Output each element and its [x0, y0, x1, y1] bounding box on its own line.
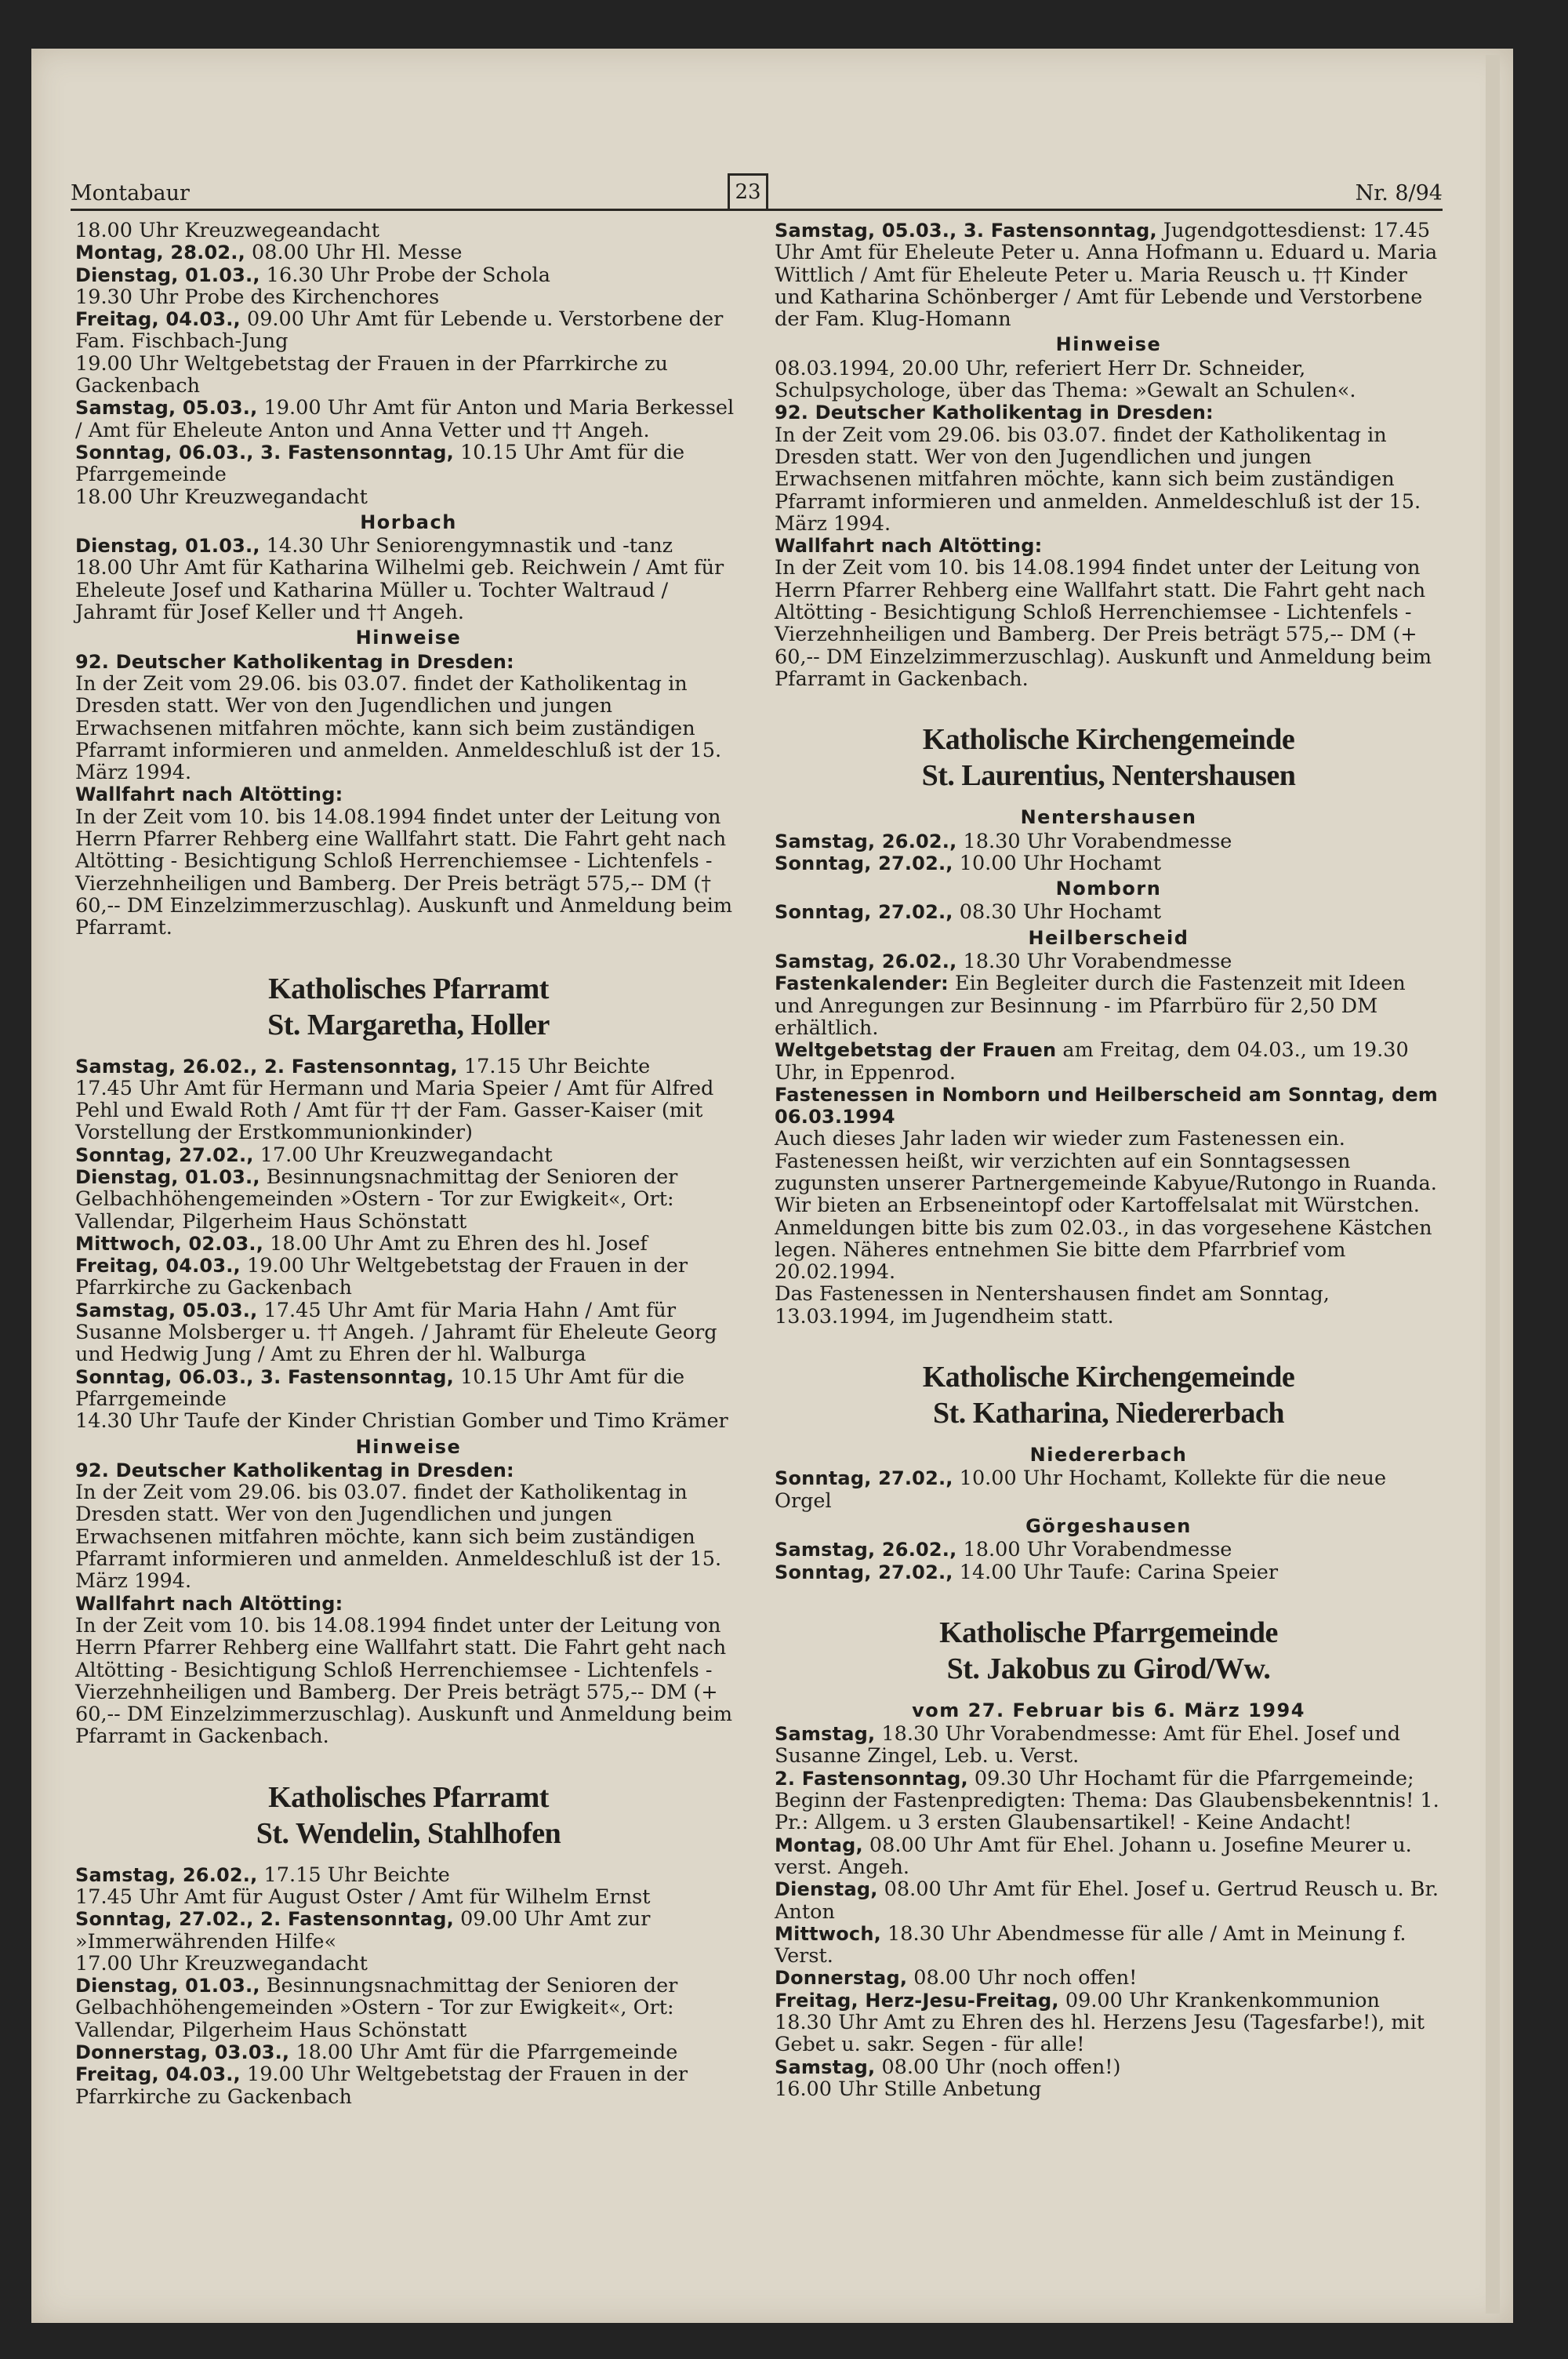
- entry-text: 18.00 Uhr Kreuzwegeandacht: [75, 219, 379, 242]
- subheading: Horbach: [360, 511, 457, 533]
- schedule-entry: [75, 1864, 742, 1886]
- entry-text: 10.00 Uhr Hochamt: [953, 851, 1161, 875]
- schedule-entry: [75, 1056, 742, 1078]
- entry-text: 08.00 Uhr Amt für Ehel. Josef u. Gertrud Reusch u. Br. Anton: [775, 1877, 1439, 1924]
- schedule-entry: [775, 557, 1443, 690]
- entry-date: 92. Deutscher Katholikentag in Dresden:: [75, 1459, 514, 1481]
- schedule-entry: [775, 901, 1443, 923]
- left-column: [75, 220, 742, 2108]
- schedule-entry: [775, 831, 1443, 852]
- entry-text: 19.00 Uhr Weltgebetstag der Frauen in der Pfarrkirche zu Gackenbach: [75, 351, 668, 398]
- schedule-entry: [75, 1593, 742, 1615]
- entry-date: Wallfahrt nach Altötting:: [775, 535, 1043, 558]
- entry-text: 18.00 Uhr Kreuzwegandacht: [75, 485, 368, 509]
- schedule-entry: [75, 1078, 742, 1144]
- entry-text: 08.30 Uhr Hochamt: [953, 900, 1161, 925]
- entry-text: 08.00 Uhr noch offen!: [907, 1966, 1138, 1990]
- schedule-entry: [775, 424, 1443, 535]
- schedule-entry: [775, 1834, 1443, 1879]
- entry-date: Samstag,: [775, 2055, 876, 2078]
- section-heading-line: Katholische Kirchengemeinde: [922, 1361, 1295, 1394]
- entry-date: Sonntag, 27.02.,: [775, 1561, 953, 1583]
- entry-text: 17.15 Uhr Beichte: [457, 1054, 651, 1078]
- entry-date: Sonntag, 27.02.,: [775, 1467, 953, 1490]
- entry-text: am Freitag, dem 04.03., um 19.30 Uhr, in Eppenrod.: [775, 1038, 1409, 1085]
- entry-date: Freitag, 04.03.,: [75, 308, 241, 331]
- subheading: Heilberscheid: [1028, 926, 1189, 949]
- entry-text: 14.00 Uhr Taufe: Carina Speier: [953, 1560, 1279, 1584]
- entry-text: 08.00 Uhr Amt für Ehel. Johann u. Josefine Meurer u. verst. Angeh.: [775, 1833, 1412, 1879]
- schedule-entry: [75, 1299, 742, 1366]
- entry-text: 09.00 Uhr Amt zur »Immerwährenden Hilfe«: [75, 1907, 651, 1954]
- schedule-entry: [75, 1975, 742, 2041]
- entry-text: 18.00 Uhr Amt zu Ehren des hl. Josef: [263, 1231, 648, 1256]
- schedule-entry: [775, 402, 1443, 423]
- entry-text: Besinnungsnachmittag der Senioren der Gelbachhöhengemeinden »Ostern - Tor zur Ewigkeit«, Ort: Vallendar, Pilgerheim Haus Schönstatt: [75, 1165, 678, 1234]
- schedule-entry: [775, 1923, 1443, 1968]
- entry-date: Wallfahrt nach Altötting:: [75, 1592, 343, 1615]
- entry-date: Freitag, Herz-Jesu-Freitag,: [775, 1989, 1059, 2012]
- entry-date: Samstag, 26.02.,: [775, 1539, 957, 1561]
- page-edge: [1486, 55, 1500, 2314]
- subheading: Hinweise: [355, 1435, 462, 1458]
- entry-date: 2. Fastensonntag,: [775, 1767, 968, 1790]
- schedule-entry: [75, 1481, 742, 1592]
- section-heading: [75, 1779, 742, 1852]
- schedule-entry: [775, 1467, 1443, 1512]
- schedule-entry: [75, 397, 742, 442]
- entry-text: Auch dieses Jahr laden wir wieder zum Fastenessen ein. Fastenessen heißt, wir verzichten auf ein Sonntagsessen zugunsten unserer Partnergemeinde Kabyue/Rutongo in Ruanda. Wir bieten an Erbseneintopf oder Kartoffelsalat mit Würstchen. Anmeldungen bitte bis zum 02.03., in das vorgesehene Kästchen legen. Näheres entnehmen Sie bitte dem Pfarrbrief vom 20.02.1994.: [775, 1127, 1437, 1285]
- entry-date: Mittwoch, 02.03.,: [75, 1232, 264, 1255]
- schedule-entry: [775, 220, 1443, 330]
- right-column: [775, 220, 1443, 2100]
- entry-date: Samstag, 05.03., 3. Fastensonntag,: [775, 220, 1157, 242]
- entry-date: Sonntag, 06.03., 3. Fastensonntag,: [75, 1365, 454, 1388]
- schedule-entry: [775, 1539, 1443, 1561]
- entry-date: 92. Deutscher Katholikentag in Dresden:: [775, 402, 1214, 424]
- entry-date: Samstag, 26.02.,: [775, 830, 957, 852]
- entry-text: 18.30 Uhr Abendmesse für alle / Amt in Meinung f. Verst.: [775, 1921, 1406, 1968]
- entry-text: 17.00 Uhr Kreuzwegandacht: [75, 1951, 368, 1976]
- entry-date: Samstag, 05.03.,: [75, 397, 258, 420]
- schedule-entry: [75, 1366, 742, 1411]
- section-heading-line: Katholische Kirchengemeinde: [922, 723, 1295, 757]
- schedule-entry: [775, 1128, 1443, 1283]
- entry-date: Dienstag, 01.03.,: [75, 535, 260, 558]
- subheading: Görgeshausen: [1025, 1514, 1192, 1537]
- entry-date: Samstag, 26.02.,: [75, 1863, 258, 1886]
- schedule-entry: [75, 486, 742, 508]
- schedule-entry: [75, 557, 742, 623]
- section-heading: [775, 722, 1443, 794]
- entry-text: In der Zeit vom 10. bis 14.08.1994 findet unter der Leitung von Herrn Pfarrer Rehberg eine Wallfahrt statt. Die Fahrt geht nach Altötting - Besichtigung Schloß Herrenchiemsee - Lichtenfels - Vierzehnheiligen und Bamberg. Der Preis beträgt 575,-- DM (+ 60,-- DM Einzelzimmerzuschlag). Auskunft und Anmeldung beim Pfarramt in Gackenbach.: [775, 556, 1432, 691]
- schedule-entry: [75, 806, 742, 940]
- schedule-entry: [75, 651, 742, 673]
- entry-date: Sonntag, 06.03., 3. Fastensonntag,: [75, 441, 454, 463]
- schedule-entry: [75, 264, 742, 286]
- subheading: Nomborn: [1055, 878, 1162, 900]
- header-town: Montabaur: [71, 181, 190, 205]
- section-heading-line: Katholisches Pfarramt: [268, 1780, 549, 1814]
- entry-text: 19.00 Uhr Amt für Anton und Maria Berkessel / Amt für Eheleute Anton und Anna Vetter und †† Angeh.: [75, 396, 735, 442]
- entry-text: 09.00 Uhr Krankenkommunion: [1058, 1988, 1380, 2012]
- schedule-entry: [775, 1084, 1443, 1129]
- schedule-entry: [75, 353, 742, 398]
- section-heading-line: Katholisches Pfarramt: [268, 972, 549, 1005]
- entry-date: 92. Deutscher Katholikentag in Dresden:: [75, 650, 514, 673]
- schedule-entry: [75, 1953, 742, 1975]
- entry-text: Jugendgottesdienst: 17.45 Uhr Amt für Eheleute Peter u. Anna Hofmann u. Eduard u. Maria Wittlich / Amt für Eheleute Peter u. Maria Reusch u. †† Kinder und Katharina Schönberger / Amt für Lebende und Verstorbene der Fam. Klug-Homann: [775, 219, 1438, 332]
- schedule-entry: [775, 1990, 1443, 2012]
- entry-date: Donnerstag, 03.03.,: [75, 2041, 290, 2064]
- entry-text: 08.03.1994, 20.00 Uhr, referiert Herr Dr. Schneider, Schulpsychologe, über das Thema: »Gewalt an Schulen«.: [775, 356, 1356, 403]
- schedule-entry: [775, 2056, 1443, 2078]
- entry-date: Dienstag, 01.03.,: [75, 1165, 260, 1188]
- schedule-entry: [75, 1255, 742, 1299]
- schedule-entry: [75, 242, 742, 264]
- entry-date: Fastenkalender:: [775, 972, 949, 995]
- entry-text: 19.30 Uhr Probe des Kirchenchores: [75, 285, 440, 309]
- section-heading-line: St. Wendelin, Stahlhofen: [256, 1816, 561, 1850]
- schedule-entry: [775, 2078, 1443, 2100]
- entry-text: 14.30 Uhr Seniorengymnastik und -tanz: [260, 534, 673, 558]
- section-heading: [775, 1615, 1443, 1687]
- entry-text: 17.00 Uhr Kreuzwegandacht: [253, 1143, 553, 1167]
- entry-text: 17.45 Uhr Amt für August Oster / Amt für Wilhelm Ernst: [75, 1885, 651, 1909]
- entry-text: In der Zeit vom 29.06. bis 03.07. findet der Katholikentag in Dresden statt. Wer von den Jugendlichen und jungen Erwachsenen mitfahren möchte, kann sich beim zuständigen Pfarramt informieren und anmelden. Anmeldeschluß ist der 15. März 1994.: [775, 423, 1421, 536]
- entry-date: Samstag,: [775, 1723, 876, 1746]
- entry-text: 09.00 Uhr Amt für Lebende u. Verstorbene der Fam. Fischbach-Jung: [75, 307, 724, 354]
- page-number: 23: [728, 173, 768, 211]
- schedule-entry: [75, 2041, 742, 2063]
- entry-date: Sonntag, 27.02.,: [775, 901, 953, 924]
- entry-date: Montag, 28.02.,: [75, 242, 245, 264]
- entry-date: Dienstag,: [775, 1878, 878, 1901]
- schedule-entry: [75, 308, 742, 353]
- entry-text: 19.00 Uhr Weltgebetstag der Frauen in der Pfarrkirche zu Gackenbach: [75, 2063, 688, 2109]
- entry-text: 19.00 Uhr Weltgebetstag der Frauen in der Pfarrkirche zu Gackenbach: [75, 1254, 688, 1300]
- schedule-entry: [775, 1723, 1443, 1768]
- entry-text: 14.30 Uhr Taufe der Kinder Christian Gomber und Timo Krämer: [75, 1409, 728, 1434]
- page-header: [71, 174, 1443, 211]
- entry-date: Freitag, 04.03.,: [75, 2063, 241, 2086]
- entry-text: In der Zeit vom 29.06. bis 03.07. findet der Katholikentag in Dresden statt. Wer von den Jugendlichen und jungen Erwachsenen mitfahren möchte, kann sich beim zuständigen Pfarramt informieren und anmelden. Anmeldeschluß ist der 15. März 1994.: [75, 1481, 722, 1594]
- entry-text: 17.45 Uhr Amt für Hermann und Maria Speier / Amt für Alfred Pehl und Ewald Roth / Amt für †† der Fam. Gasser-Kaiser (mit Vorstellung der Erstkommunionkinder): [75, 1076, 714, 1145]
- schedule-entry: [775, 972, 1443, 1039]
- schedule-entry: [775, 1768, 1443, 1834]
- subheading: Hinweise: [1055, 333, 1162, 356]
- entry-date: Samstag, 26.02.,: [775, 951, 957, 973]
- entry-text: 16.00 Uhr Stille Anbetung: [775, 2077, 1042, 2101]
- subheading: vom 27. Februar bis 6. März 1994: [912, 1699, 1305, 1721]
- schedule-entry: [775, 1283, 1443, 1328]
- schedule-entry: [75, 673, 742, 783]
- section-heading-line: Katholische Pfarrgemeinde: [939, 1616, 1278, 1649]
- entry-date: Fastenessen in Nomborn und Heilberscheid am Sonntag, dem 06.03.1994: [775, 1083, 1439, 1129]
- entry-text: Besinnungsnachmittag der Senioren der Gelbachhöhengemeinden »Ostern - Tor zur Ewigkeit«, Ort: Vallendar, Pilgerheim Haus Schönstatt: [75, 1974, 678, 2042]
- schedule-entry: [75, 1908, 742, 1953]
- schedule-entry: [775, 951, 1443, 972]
- entry-text: 18.00 Uhr Amt für die Pfarrgemeinde: [289, 2041, 678, 2065]
- issue-number: Nr. 8/94: [1355, 181, 1443, 205]
- entry-date: Sonntag, 27.02., 2. Fastensonntag,: [75, 1908, 454, 1931]
- entry-text: Ein Begleiter durch die Fastenzeit mit Ideen und Anregungen zur Besinnung - im Pfarrbüro für 2,50 DM erhältlich.: [775, 972, 1406, 1040]
- entry-text: 09.30 Uhr Hochamt für die Pfarrgemeinde; Beginn der Fastenpredigten: Thema: Das Glaubensbekenntnis! 1. Pr.: Allgem. u 3 ersten Glaubensartikel! - Keine Andacht!: [775, 1766, 1439, 1835]
- entry-text: 18.30 Uhr Amt zu Ehren des hl. Herzens Jesu (Tagesfarbe!), mit Gebet u. sakr. Segen - für alle!: [775, 2011, 1425, 2057]
- entry-text: 17.45 Uhr Amt für Maria Hahn / Amt für Susanne Molsberger u. †† Angeh. / Jahramt für Eheleute Georg und Hedwig Jung / Amt zu Ehren der hl. Walburga: [75, 1298, 717, 1367]
- entry-text: 18.00 Uhr Vorabendmesse: [956, 1538, 1232, 1562]
- entry-date: Dienstag, 01.03.,: [75, 264, 260, 286]
- entry-date: Montag,: [775, 1834, 863, 1856]
- entry-text: 18.30 Uhr Vorabendmesse: [956, 829, 1232, 853]
- section-heading: [775, 1359, 1443, 1431]
- schedule-entry: [75, 442, 742, 486]
- entry-text: 18.30 Uhr Vorabendmesse: Amt für Ehel. Josef und Susanne Zingel, Leb. u. Verst.: [775, 1722, 1401, 1768]
- entry-text: 17.15 Uhr Beichte: [257, 1863, 450, 1887]
- entry-text: In der Zeit vom 10. bis 14.08.1994 findet unter der Leitung von Herrn Pfarrer Rehberg eine Wallfahrt statt. Die Fahrt geht nach Altötting - Besichtigung Schloß Herrenchiemsee - Lichtenfels - Vierzehnheiligen und Bamberg. Der Preis beträgt 575,-- DM (+ 60,-- DM Einzelzimmerzuschlag). Auskunft und Anmeldung beim Pfarramt in Gackenbach.: [75, 1613, 733, 1749]
- entry-text: Das Fastenessen in Nentershausen findet am Sonntag, 13.03.1994, im Jugendheim statt.: [775, 1282, 1330, 1329]
- entry-date: Dienstag, 01.03.,: [75, 1975, 260, 1997]
- entry-text: 08.00 Uhr (noch offen!): [875, 2055, 1121, 2079]
- schedule-entry: [75, 1615, 742, 1748]
- schedule-entry: [775, 2012, 1443, 2056]
- entry-text: 10.15 Uhr Amt für die Pfarrgemeinde: [75, 440, 685, 487]
- schedule-entry: [775, 852, 1443, 874]
- entry-date: Samstag, 05.03.,: [75, 1299, 258, 1321]
- entry-date: Mittwoch,: [775, 1922, 881, 1945]
- schedule-entry: [75, 1166, 742, 1233]
- entry-text: 18.30 Uhr Vorabendmesse: [956, 950, 1232, 974]
- schedule-entry: [775, 1967, 1443, 1989]
- entry-text: 10.00 Uhr Hochamt, Kollekte für die neue Orgel: [775, 1467, 1387, 1513]
- entry-text: In der Zeit vom 29.06. bis 03.07. findet der Katholikentag in Dresden statt. Wer von den Jugendlichen und jungen Erwachsenen mitfahren möchte, kann sich beim zuständigen Pfarramt informieren und anmelden. Anmeldeschluß ist der 15. März 1994.: [75, 671, 722, 785]
- schedule-entry: [775, 1561, 1443, 1583]
- section-heading-line: St. Jakobus zu Girod/Ww.: [946, 1652, 1271, 1685]
- schedule-entry: [75, 1459, 742, 1481]
- entry-date: Sonntag, 27.02.,: [75, 1143, 254, 1166]
- entry-text: 10.15 Uhr Amt für die Pfarrgemeinde: [75, 1365, 685, 1411]
- schedule-entry: [75, 286, 742, 308]
- entry-date: Freitag, 04.03.,: [75, 1255, 241, 1278]
- schedule-entry: [775, 535, 1443, 557]
- section-heading-line: St. Katharina, Niedererbach: [932, 1397, 1285, 1430]
- subheading: Nentershausen: [1020, 806, 1197, 829]
- schedule-entry: [75, 535, 742, 557]
- schedule-entry: [75, 1886, 742, 1908]
- schedule-entry: [75, 220, 742, 242]
- entry-text: 18.00 Uhr Amt für Katharina Wilhelmi geb. Reichwein / Amt für Eheleute Josef und Katharina Müller u. Tochter Waltraud / Jahramt für Josef Keller und †† Angeh.: [75, 556, 724, 625]
- subheading: Hinweise: [355, 627, 462, 649]
- section-heading-line: St. Laurentius, Nentershausen: [921, 759, 1296, 793]
- entry-date: Donnerstag,: [775, 1967, 908, 1990]
- schedule-entry: [75, 2063, 742, 2108]
- section-heading: [75, 971, 742, 1043]
- schedule-entry: [75, 1233, 742, 1255]
- entry-date: Wallfahrt nach Altötting:: [75, 783, 343, 806]
- entry-date: Samstag, 26.02., 2. Fastensonntag,: [75, 1055, 458, 1078]
- entry-text: 08.00 Uhr Hl. Messe: [245, 241, 463, 265]
- entry-text: 16.30 Uhr Probe der Schola: [260, 263, 550, 287]
- schedule-entry: [75, 783, 742, 805]
- entry-text: In der Zeit vom 10. bis 14.08.1994 findet unter der Leitung von Herrn Pfarrer Rehberg eine Wallfahrt statt. Die Fahrt geht nach Altötting - Besichtigung Schloß Herrenchiemsee - Lichtenfels - Vierzehnheiligen und Bamberg. Der Preis beträgt 575,-- DM († 60,-- DM Einzelzimmerzuschlag). Auskunft und Anmeldung beim Pfarramt.: [75, 805, 733, 940]
- schedule-entry: [775, 358, 1443, 402]
- schedule-entry: [75, 1410, 742, 1432]
- schedule-entry: [775, 1878, 1443, 1923]
- entry-date: Weltgebetstag der Frauen: [775, 1039, 1057, 1062]
- subheading: Niedererbach: [1029, 1444, 1188, 1467]
- entry-date: Sonntag, 27.02.,: [775, 852, 953, 874]
- schedule-entry: [775, 1039, 1443, 1084]
- section-heading-line: St. Margaretha, Holler: [267, 1008, 550, 1041]
- schedule-entry: [75, 1144, 742, 1166]
